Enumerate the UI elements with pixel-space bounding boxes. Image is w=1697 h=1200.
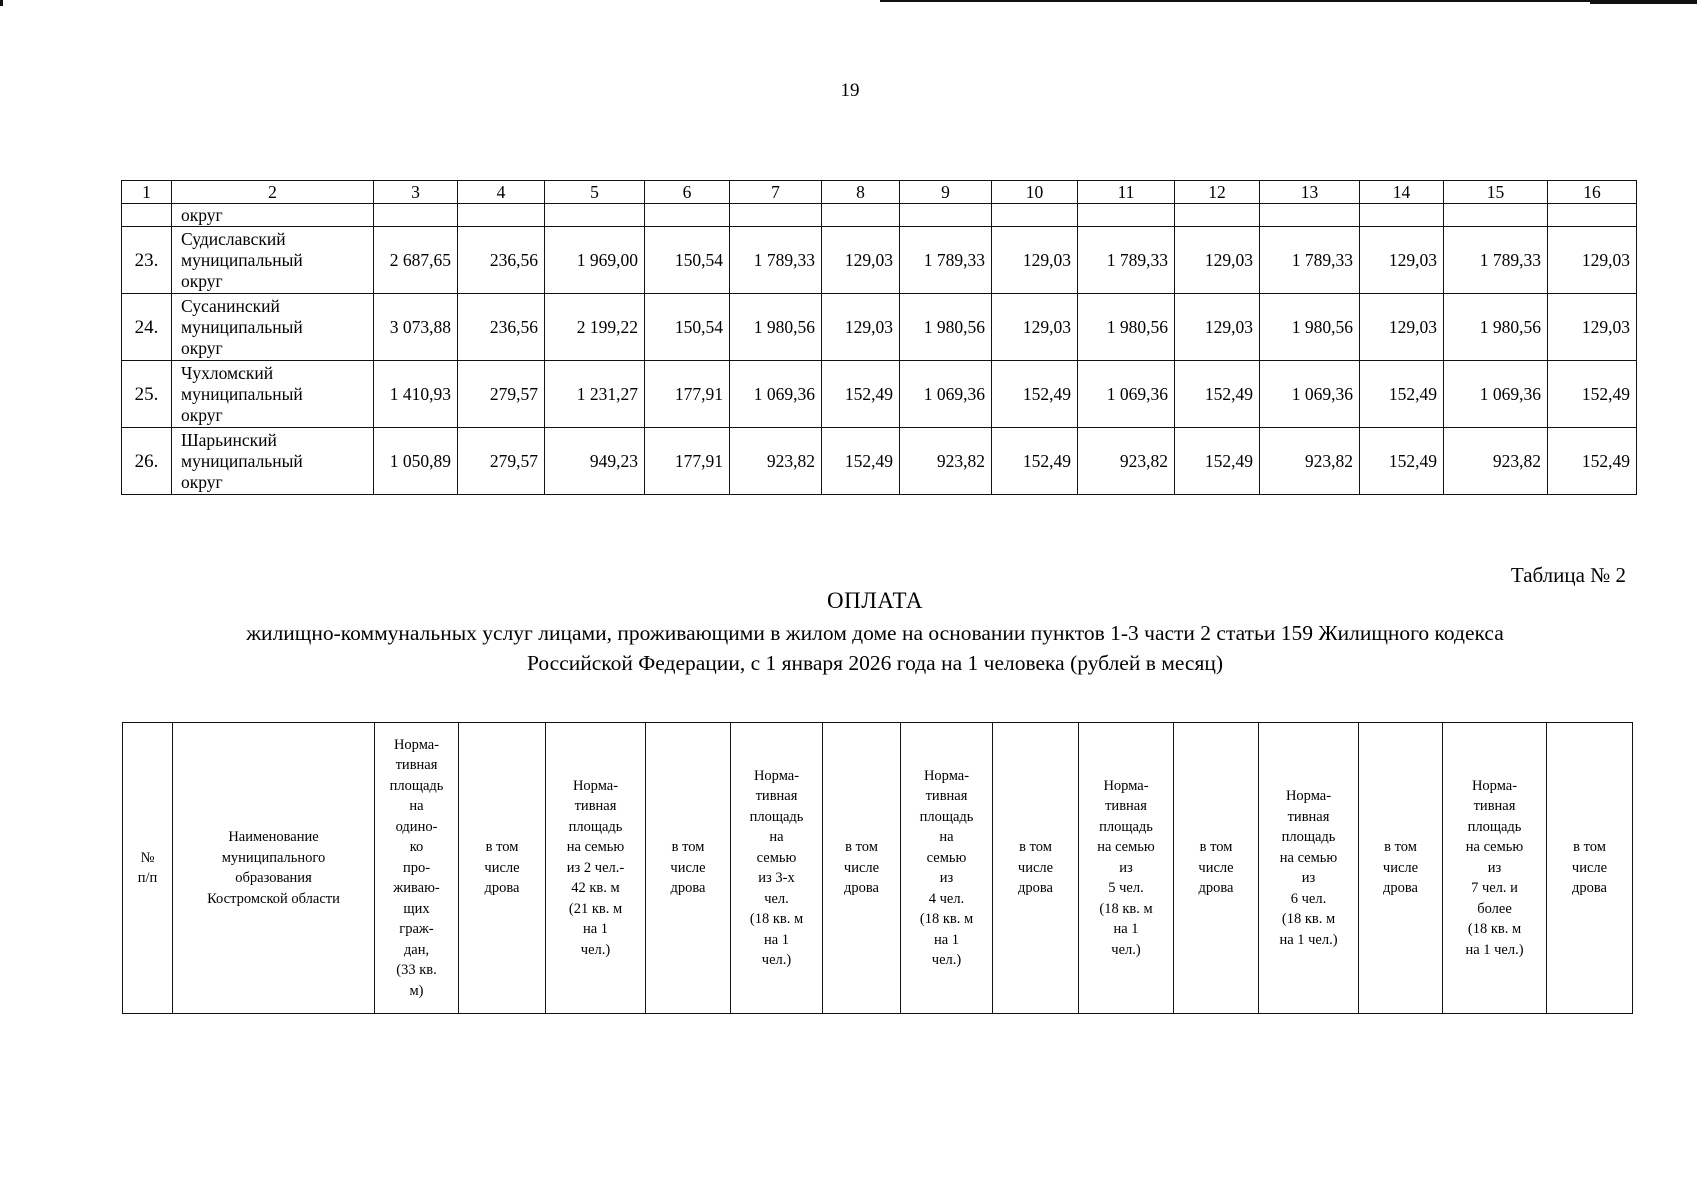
value-cell [900, 204, 992, 227]
value-cell: 923,82 [1078, 428, 1175, 495]
value-cell: 152,49 [1175, 361, 1260, 428]
column-header-label: Норма- тивная площадь на семью из 3-х чел. (18 кв. м на 1 чел.) [749, 767, 804, 968]
column-header-label: в том числе дрова [670, 839, 706, 897]
value-cell: 152,49 [992, 428, 1078, 495]
column-header-cell [731, 723, 823, 1014]
row-number-cell: 26. [122, 428, 172, 495]
value-cell: 129,03 [1175, 227, 1260, 294]
column-header-label: в том числе дрова [484, 839, 520, 897]
value-cell [1360, 204, 1444, 227]
value-cell: 2 199,22 [545, 294, 645, 361]
value-cell: 949,23 [545, 428, 645, 495]
column-number-cell: 11 [1078, 181, 1175, 204]
table-row [122, 294, 1637, 361]
value-cell: 129,03 [822, 294, 900, 361]
value-cell: 1 789,33 [1078, 227, 1175, 294]
section-title: ОПЛАТА [827, 588, 923, 613]
municipality-name-cell: округ [172, 204, 374, 227]
column-header-label: в том числе дрова [1571, 839, 1608, 897]
value-cell: 129,03 [1360, 227, 1444, 294]
value-cell: 129,03 [1548, 294, 1637, 361]
column-header-cell [1547, 723, 1633, 1014]
section-subtitle-line-1: жилищно-коммунальных услуг лицами, проживающими в жилом доме на основании пунктов 1-3 части 2 статьи 159 Жилищного кодекса [246, 621, 1504, 645]
value-cell: 150,54 [645, 227, 730, 294]
value-cell: 177,91 [645, 428, 730, 495]
value-cell: 1 050,89 [374, 428, 458, 495]
value-cell: 236,56 [458, 227, 545, 294]
column-number-cell: 7 [730, 181, 822, 204]
column-header-cell [823, 723, 901, 1014]
value-cell: 1 980,56 [730, 294, 822, 361]
column-header-label: Норма- тивная площадь на одино- ко про- живаю- щих граж- дан, (33 кв. м) [389, 736, 444, 999]
value-cell: 152,49 [992, 361, 1078, 428]
value-cell [545, 204, 645, 227]
value-cell: 923,82 [730, 428, 822, 495]
value-cell: 152,49 [822, 428, 900, 495]
column-header-label: в том числе дрова [1198, 839, 1234, 897]
value-cell: 923,82 [1444, 428, 1548, 495]
value-cell: 129,03 [822, 227, 900, 294]
value-cell: 1 969,00 [545, 227, 645, 294]
column-number-cell: 3 [374, 181, 458, 204]
column-number-cell: 8 [822, 181, 900, 204]
column-header-cell [1174, 723, 1259, 1014]
municipality-name-cell: Судиславский муниципальный округ [172, 227, 374, 294]
column-number-cell: 5 [545, 181, 645, 204]
value-cell: 129,03 [1548, 227, 1637, 294]
column-header-cell [459, 723, 546, 1014]
value-cell: 152,49 [822, 361, 900, 428]
column-header-cell [1079, 723, 1174, 1014]
column-header-cell [173, 723, 375, 1014]
value-cell: 152,49 [1360, 428, 1444, 495]
table-row [122, 428, 1637, 495]
row-number-cell [122, 204, 172, 227]
value-cell: 152,49 [1360, 361, 1444, 428]
value-cell: 150,54 [645, 294, 730, 361]
value-cell [730, 204, 822, 227]
value-cell: 1 789,33 [1444, 227, 1548, 294]
value-cell: 1 069,36 [900, 361, 992, 428]
municipality-name-cell: Сусанинский муниципальный округ [172, 294, 374, 361]
row-number-cell: 25. [122, 361, 172, 428]
value-cell [992, 204, 1078, 227]
column-header-label: Норма- тивная площадь на семью из 6 чел. (18 кв. м на 1 чел.) [1279, 788, 1338, 948]
value-cell: 1 231,27 [545, 361, 645, 428]
value-cell: 129,03 [992, 227, 1078, 294]
column-number-cell: 1 [122, 181, 172, 204]
value-cell: 129,03 [1360, 294, 1444, 361]
column-header-label: Норма- тивная площадь на семью из 7 чел. и более (18 кв. м на 1 чел.) [1465, 777, 1524, 958]
value-cell: 1 069,36 [1078, 361, 1175, 428]
column-number-cell: 16 [1548, 181, 1637, 204]
value-cell: 2 687,65 [374, 227, 458, 294]
value-cell: 3 073,88 [374, 294, 458, 361]
row-number-cell: 23. [122, 227, 172, 294]
top-rule-thick [1590, 0, 1697, 4]
table-row [122, 361, 1637, 428]
value-cell: 152,49 [1548, 428, 1637, 495]
column-header-label: Норма- тивная площадь на семью из 4 чел. (18 кв. м на 1 чел.) [919, 767, 974, 968]
value-cell [458, 204, 545, 227]
value-cell [1444, 204, 1548, 227]
column-header-cell [901, 723, 993, 1014]
column-number-cell: 4 [458, 181, 545, 204]
value-cell: 279,57 [458, 361, 545, 428]
value-cell: 279,57 [458, 428, 545, 495]
column-header-cell [123, 723, 173, 1014]
column-number-cell: 13 [1260, 181, 1360, 204]
continuation-table [121, 180, 1637, 495]
municipality-name-cell: Шарьинский муниципальный округ [172, 428, 374, 495]
value-cell: 236,56 [458, 294, 545, 361]
column-header-label: Норма- тивная площадь на семью из 5 чел. (18 кв. м на 1 чел.) [1097, 777, 1155, 958]
column-header-cell [1443, 723, 1547, 1014]
top-rule [880, 0, 1697, 2]
value-cell: 152,49 [1175, 428, 1260, 495]
value-cell [822, 204, 900, 227]
value-cell [1175, 204, 1260, 227]
column-header-label: Норма- тивная площадь на семью из 2 чел.- 42 кв. м (21 кв. м на 1 чел.) [566, 777, 625, 958]
table-header-row [122, 181, 1637, 204]
value-cell [1260, 204, 1360, 227]
value-cell: 1 980,56 [1078, 294, 1175, 361]
column-number-cell: 14 [1360, 181, 1444, 204]
value-cell: 1 069,36 [730, 361, 822, 428]
section-subtitle [150, 618, 1600, 678]
column-header-label: Наименование муниципального образования Костромской области [207, 829, 340, 907]
value-cell: 152,49 [1548, 361, 1637, 428]
column-number-cell: 15 [1444, 181, 1548, 204]
value-cell: 177,91 [645, 361, 730, 428]
column-header-label: в том числе дрова [1017, 839, 1054, 897]
value-cell: 129,03 [1175, 294, 1260, 361]
column-number-cell: 2 [172, 181, 374, 204]
value-cell: 1 789,33 [730, 227, 822, 294]
column-header-label: в том числе дрова [1382, 839, 1419, 897]
column-header-cell [375, 723, 459, 1014]
row-number-cell: 24. [122, 294, 172, 361]
value-cell [645, 204, 730, 227]
payment-table-header [122, 722, 1633, 1014]
value-cell: 1 069,36 [1260, 361, 1360, 428]
value-cell: 1 069,36 [1444, 361, 1548, 428]
column-header-cell [1259, 723, 1359, 1014]
value-cell: 1 789,33 [900, 227, 992, 294]
column-header-cell [646, 723, 731, 1014]
value-cell: 923,82 [900, 428, 992, 495]
table-header-row [123, 723, 1633, 1014]
value-cell [1078, 204, 1175, 227]
value-cell: 1 980,56 [900, 294, 992, 361]
column-header-cell [546, 723, 646, 1014]
value-cell: 1 789,33 [1260, 227, 1360, 294]
section-subtitle-line-2: Российской Федерации, с 1 января 2026 года на 1 человека (рублей в месяц) [526, 651, 1224, 675]
column-number-cell: 9 [900, 181, 992, 204]
column-header-label: № п/п [137, 849, 158, 886]
column-number-cell: 12 [1175, 181, 1260, 204]
scan-corner-mark [0, 0, 3, 6]
column-number-cell: 10 [992, 181, 1078, 204]
table-row-continuation [122, 204, 1637, 227]
value-cell [1548, 204, 1637, 227]
column-header-label: в том числе дрова [843, 839, 880, 897]
table-2-label: Таблица № 2 [1510, 563, 1626, 587]
value-cell: 1 410,93 [374, 361, 458, 428]
value-cell: 1 980,56 [1260, 294, 1360, 361]
value-cell [374, 204, 458, 227]
value-cell: 923,82 [1260, 428, 1360, 495]
value-cell: 129,03 [992, 294, 1078, 361]
page-number: 19 [840, 80, 860, 101]
column-header-cell [1359, 723, 1443, 1014]
column-header-cell [993, 723, 1079, 1014]
municipality-name-cell: Чухломский муниципальный округ [172, 361, 374, 428]
column-number-cell: 6 [645, 181, 730, 204]
table-row [122, 227, 1637, 294]
value-cell: 1 980,56 [1444, 294, 1548, 361]
